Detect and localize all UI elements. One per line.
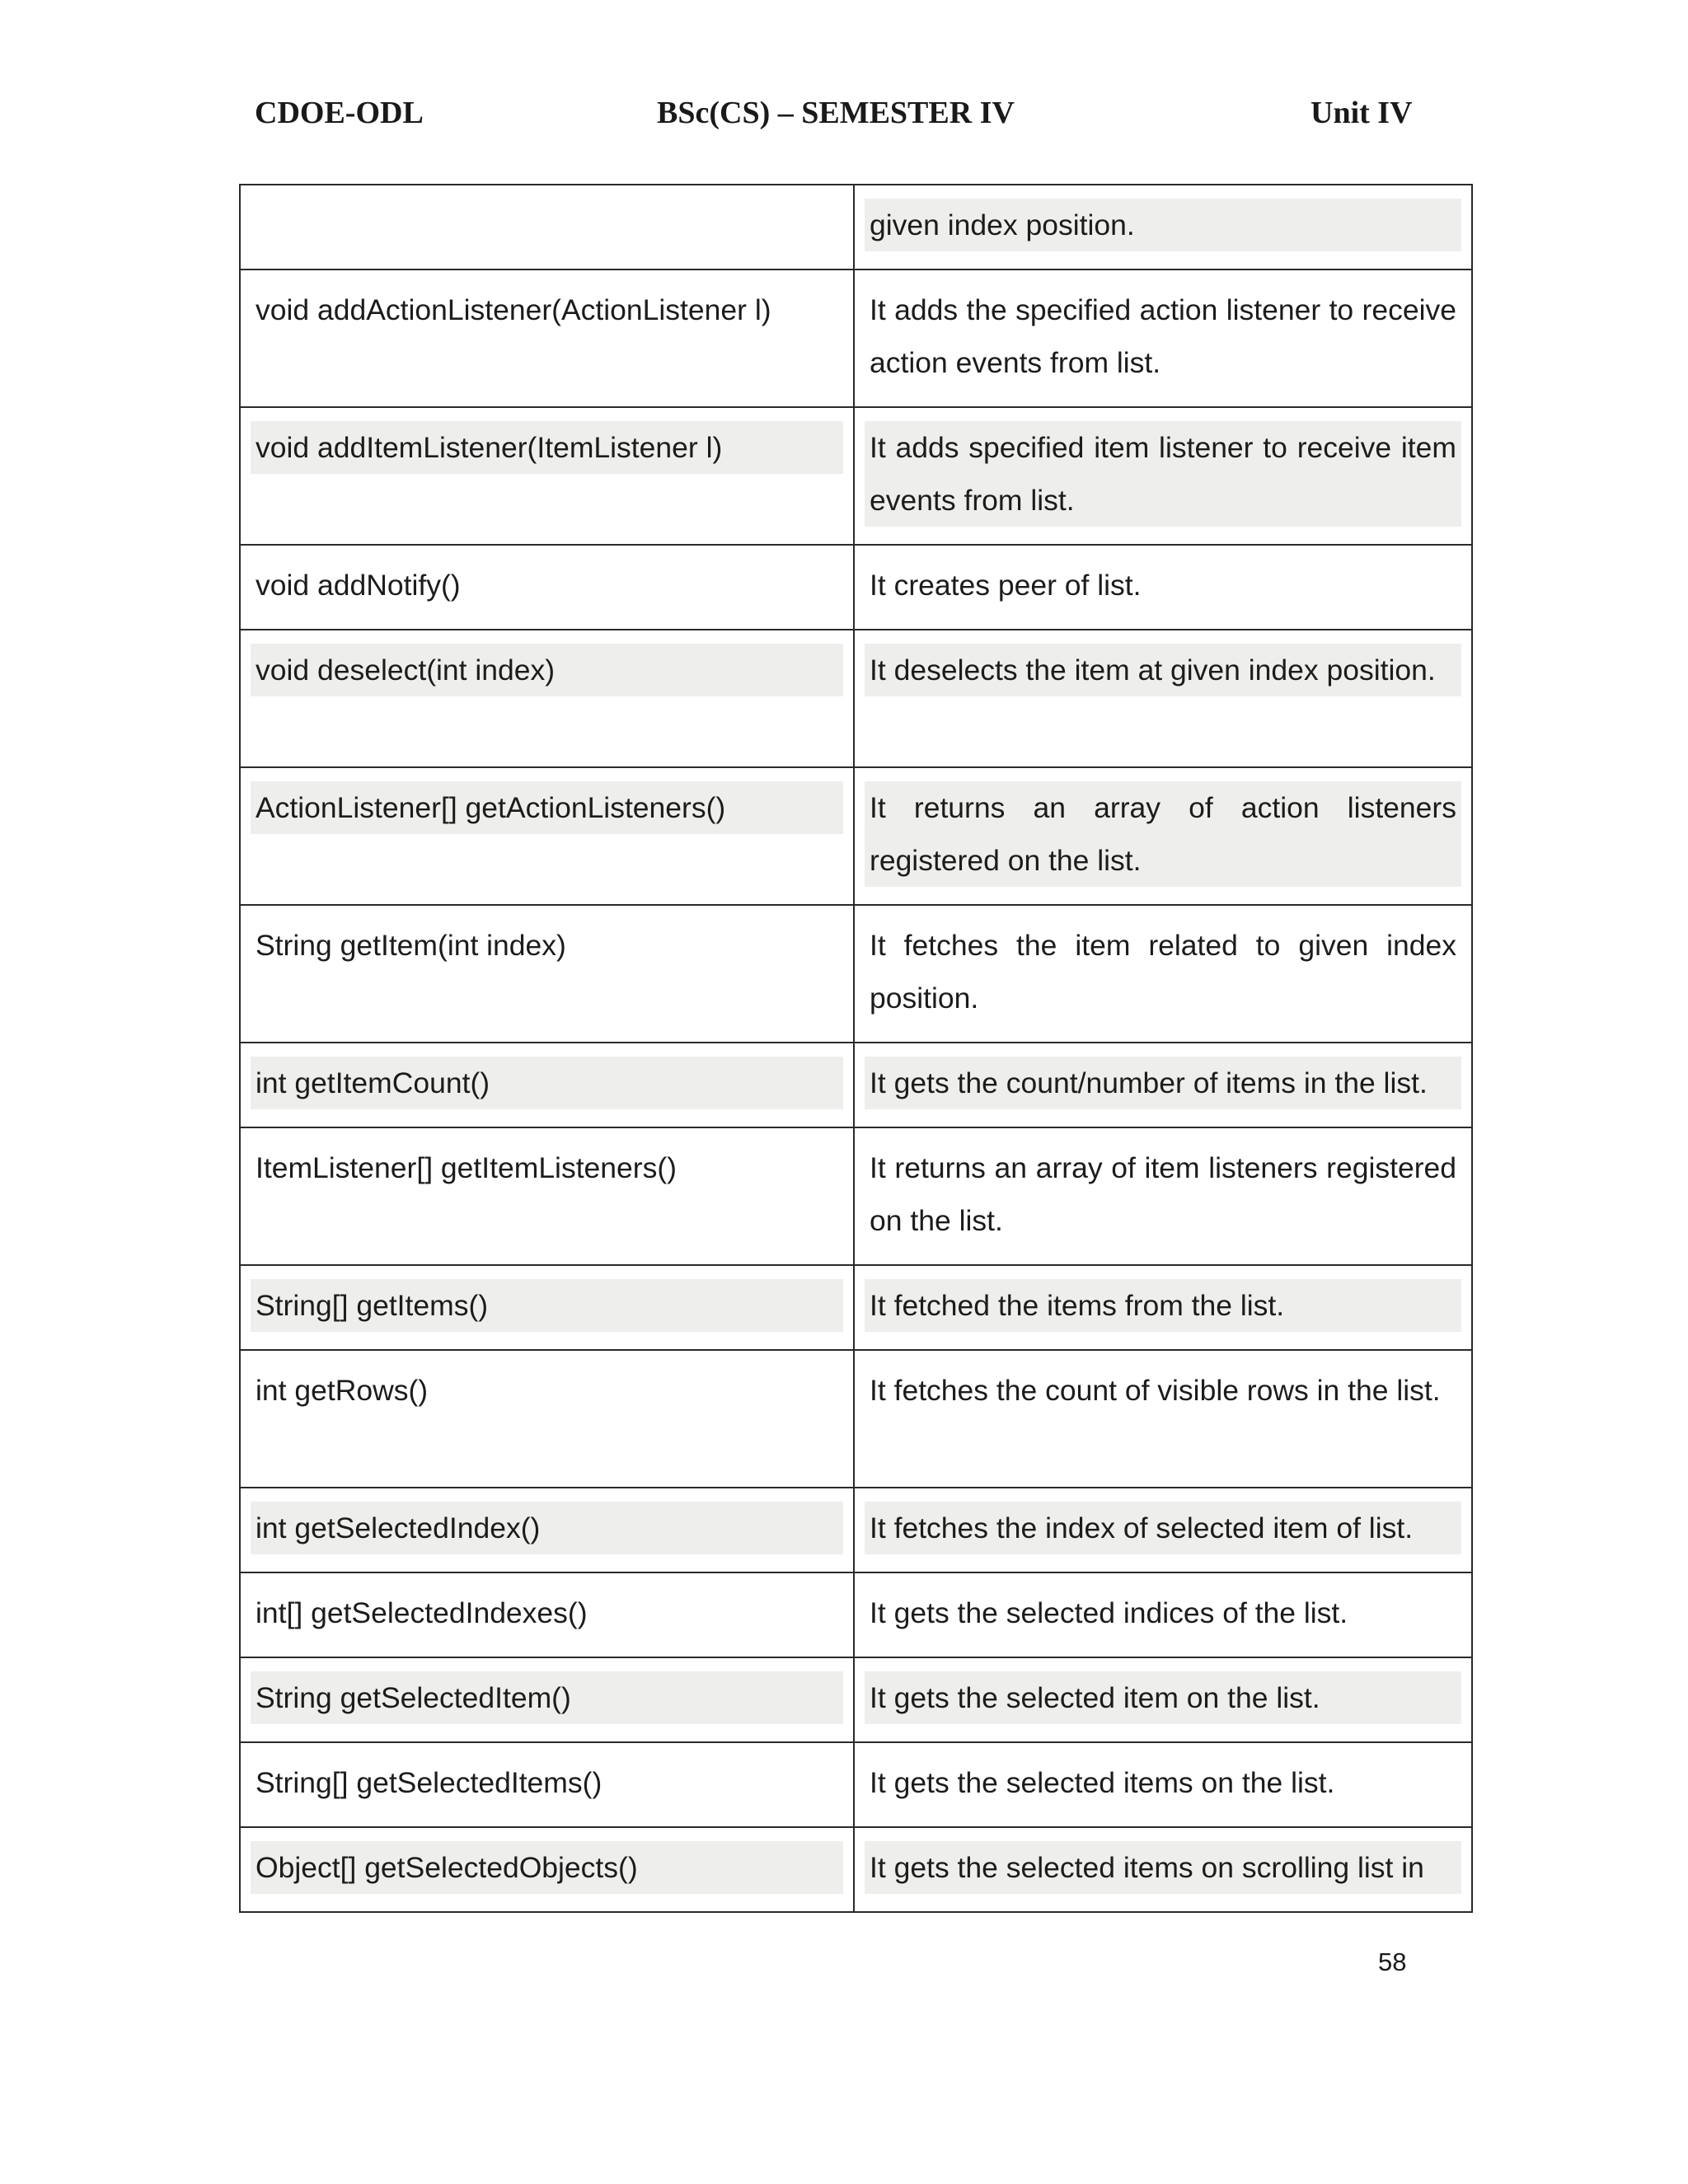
table-row	[240, 1742, 1472, 1827]
description-cell: It returns an array of action listeners registered on the list.	[854, 767, 1472, 905]
method-cell: void addItemListener(ItemListener l)	[240, 407, 854, 545]
method-cell: String getItem(int index)	[240, 905, 854, 1043]
header-unit: Unit IV	[1311, 96, 1413, 130]
table-row	[240, 1265, 1472, 1350]
method-cell: void deselect(int index)	[240, 630, 854, 767]
table-row	[240, 1572, 1472, 1657]
method-cell: void addActionListener(ActionListener l)	[240, 269, 854, 407]
description-cell: It fetches the count of visible rows in the list.	[854, 1350, 1472, 1488]
description-cell: It returns an array of item listeners registered on the list.	[854, 1127, 1472, 1265]
description-cell: It deselects the item at given index position.	[854, 630, 1472, 767]
page-number: 58	[1378, 1947, 1407, 1976]
method-cell: ActionListener[] getActionListeners()	[240, 767, 854, 905]
description-cell: It fetched the items from the list.	[854, 1265, 1472, 1350]
table-row	[240, 905, 1472, 1043]
table-row	[240, 269, 1472, 407]
table-row	[240, 185, 1472, 269]
method-cell: Object[] getSelectedObjects()	[240, 1827, 854, 1912]
description-cell: It fetches the index of selected item of list.	[854, 1488, 1472, 1572]
method-cell: String[] getItems()	[240, 1265, 854, 1350]
table-row	[240, 1488, 1472, 1572]
description-cell: It adds specified item listener to receive item events from list.	[854, 407, 1472, 545]
method-cell: int getSelectedIndex()	[240, 1488, 854, 1572]
table-row	[240, 1043, 1472, 1127]
table-row	[240, 767, 1472, 905]
header-course: BSc(CS) – SEMESTER IV	[657, 96, 1015, 130]
page-header	[0, 92, 1688, 134]
method-cell: int getItemCount()	[240, 1043, 854, 1127]
description-cell: It gets the selected items on scrolling list in	[854, 1827, 1472, 1912]
description-cell: It gets the count/number of items in the list.	[854, 1043, 1472, 1127]
table-row	[240, 1350, 1472, 1488]
table-row	[240, 630, 1472, 767]
method-cell: String[] getSelectedItems()	[240, 1742, 854, 1827]
method-cell: String getSelectedItem()	[240, 1657, 854, 1742]
description-cell: It adds the specified action listener to receive action events from list.	[854, 269, 1472, 407]
method-cell	[240, 185, 854, 269]
description-cell: It fetches the item related to given index position.	[854, 905, 1472, 1043]
table-row	[240, 407, 1472, 545]
description-cell: It gets the selected indices of the list.	[854, 1572, 1472, 1657]
description-cell: It gets the selected items on the list.	[854, 1742, 1472, 1827]
table-row	[240, 1827, 1472, 1912]
description-cell: given index position.	[854, 185, 1472, 269]
method-cell: int[] getSelectedIndexes()	[240, 1572, 854, 1657]
table-row	[240, 1127, 1472, 1265]
header-institution: CDOE-ODL	[255, 96, 424, 130]
table-row	[240, 545, 1472, 630]
method-cell: int getRows()	[240, 1350, 854, 1488]
description-cell: It gets the selected item on the list.	[854, 1657, 1472, 1742]
table-row	[240, 1657, 1472, 1742]
method-cell: ItemListener[] getItemListeners()	[240, 1127, 854, 1265]
list-methods-table	[239, 184, 1473, 1913]
method-cell: void addNotify()	[240, 545, 854, 630]
description-cell: It creates peer of list.	[854, 545, 1472, 630]
